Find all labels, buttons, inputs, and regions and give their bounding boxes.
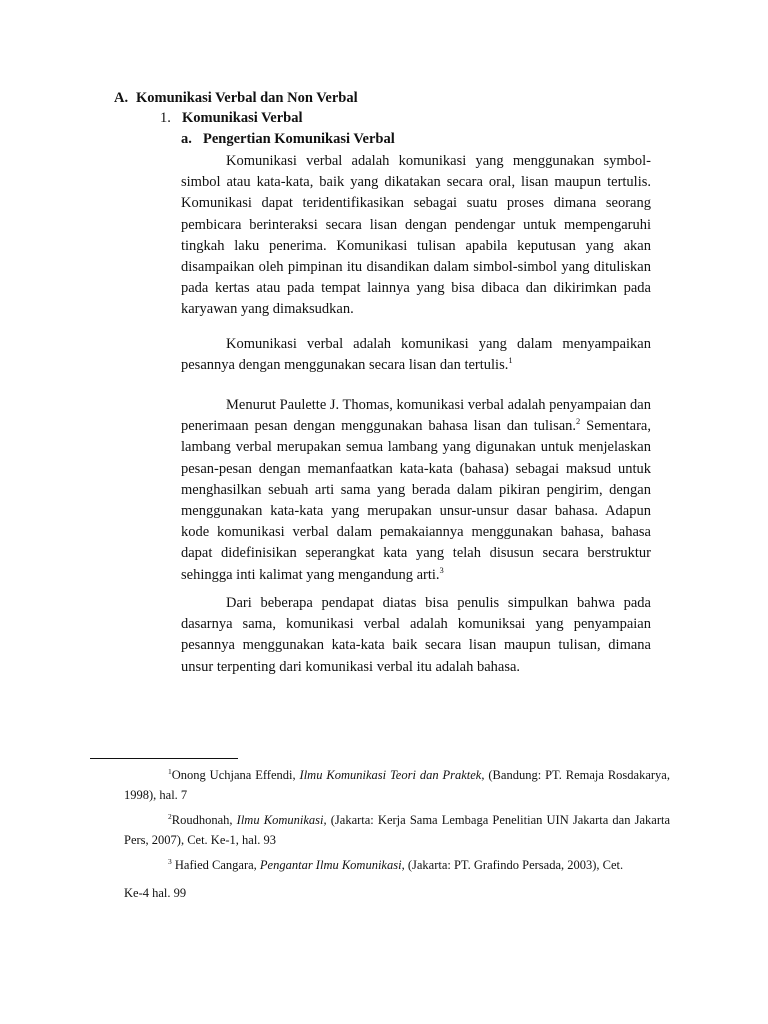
footnote-title: Ilmu Komunikasi, (236, 813, 327, 827)
footnote-ref-3[interactable]: 3 (439, 564, 444, 575)
footnote-details: (Bandung: PT. Remaja Rosdakarya, 1998), hal. 7 (124, 768, 670, 802)
footnote-3 (124, 856, 670, 876)
body-paragraph-2 (181, 334, 651, 376)
footnote-ref-2[interactable]: 2 (576, 416, 581, 427)
subsection-title: Komunikasi Verbal (182, 110, 303, 126)
footnote-number: 3 (168, 856, 172, 866)
paragraph-text: Menurut Paulette J. Thomas, komunikasi verbal adalah penyampaian dan penerimaan pesan dengan menggunakan bahasa lisan dan tulisan. (181, 397, 651, 435)
footnote-divider (90, 758, 238, 759)
paragraph-text: Dari beberapa pendapat diatas bisa penulis simpulkan bahwa pada dasarnya sama, komunikasi verbal adalah komuniksai yang penyampaian pesannya menggunakan kata-kata baik secara lisan maupun tulisan, dimana unsur terpenting dari komunikasi verbal itu adalah bahasa. (181, 595, 651, 675)
subsection-marker: 1. (160, 110, 171, 126)
section-title: Komunikasi Verbal dan Non Verbal (136, 90, 358, 106)
paragraph-text: Komunikasi verbal adalah komunikasi yang menggunakan symbol-simbol atau kata-kata, baik yang dikatakan secara oral, lisan maupun tertulis. Komunikasi dapat teridentifikasikan sebagai suatu proses dimana seorang pembicara berinteraksi secara lisan dengan pendengar untuk mempengaruhi tingkah laku penerima. Komunikasi tulisan apabila keputusan yang akan disampaikan oleh pimpinan itu disandikan dalam simbol-simbol yang dituliskan pada kertas atau pada tempat lainnya yang bisa dibaca dan dikirimkan pada karyawan yang dimaksudkan. (181, 153, 651, 318)
subsubsection-heading-a (181, 131, 395, 148)
footnote-ref-1[interactable]: 1 (508, 355, 513, 366)
subsubsection-title: Pengertian Komunikasi Verbal (203, 131, 395, 147)
footnote-details: (Jakarta: Kerja Sama Lembaga Penelitian UIN Jakarta dan Jakarta Pers, 2007), Cet. Ke-1, hal. 93 (124, 813, 671, 847)
section-marker: A. (114, 90, 129, 106)
footnote-title: Pengantar Ilmu Komunikasi, (259, 858, 405, 872)
footnote-author: Hafied Cangara, (171, 858, 260, 872)
subsection-heading-1 (160, 110, 302, 127)
footnote-author: Roudhonah, (171, 813, 237, 827)
footnote-2 (124, 811, 670, 850)
paragraph-text: Sementara, lambang verbal merupakan semua lambang yang digunakan untuk menjelaskan pesan-pesan dengan memanfaatkan kata-kata (bahasa) sebagai maksud untuk menghasilkan sebuah arti sama yang berada dalam pikiran pengirim, dengan menggunakan kata-kata yang merupakan unsur-unsur dasar bahasa. Adapun kode komunikasi verbal dalam pemakaiannya menggunakan bahasa, bahasa dapat didefinisikan seperangkat kata yang telah disusun secara berstruktur sehingga inti kalimat yang mengandung arti. (181, 418, 651, 583)
footnote-number: 2 (168, 811, 172, 821)
body-paragraph-3 (181, 395, 651, 586)
footnote-details: (Jakarta: PT. Grafindo Persada, 2003), Cet. (404, 858, 624, 872)
section-heading-a (114, 90, 358, 107)
footnote-3-continuation: Ke-4 hal. 99 (124, 886, 187, 900)
footnote-title: Ilmu Komunikasi Teori dan Praktek, (299, 768, 485, 782)
footnote-1 (124, 766, 670, 805)
paragraph-text: Komunikasi verbal adalah komunikasi yang dalam menyampaikan pesannya dengan menggunakan secara lisan dan tertulis. (181, 336, 651, 374)
footnote-number: 1 (168, 766, 172, 776)
footnote-author: Onong Uchjana Effendi, (171, 768, 300, 782)
body-paragraph-1 (181, 151, 651, 321)
body-paragraph-4 (181, 593, 651, 678)
subsubsection-marker: a. (181, 131, 192, 147)
